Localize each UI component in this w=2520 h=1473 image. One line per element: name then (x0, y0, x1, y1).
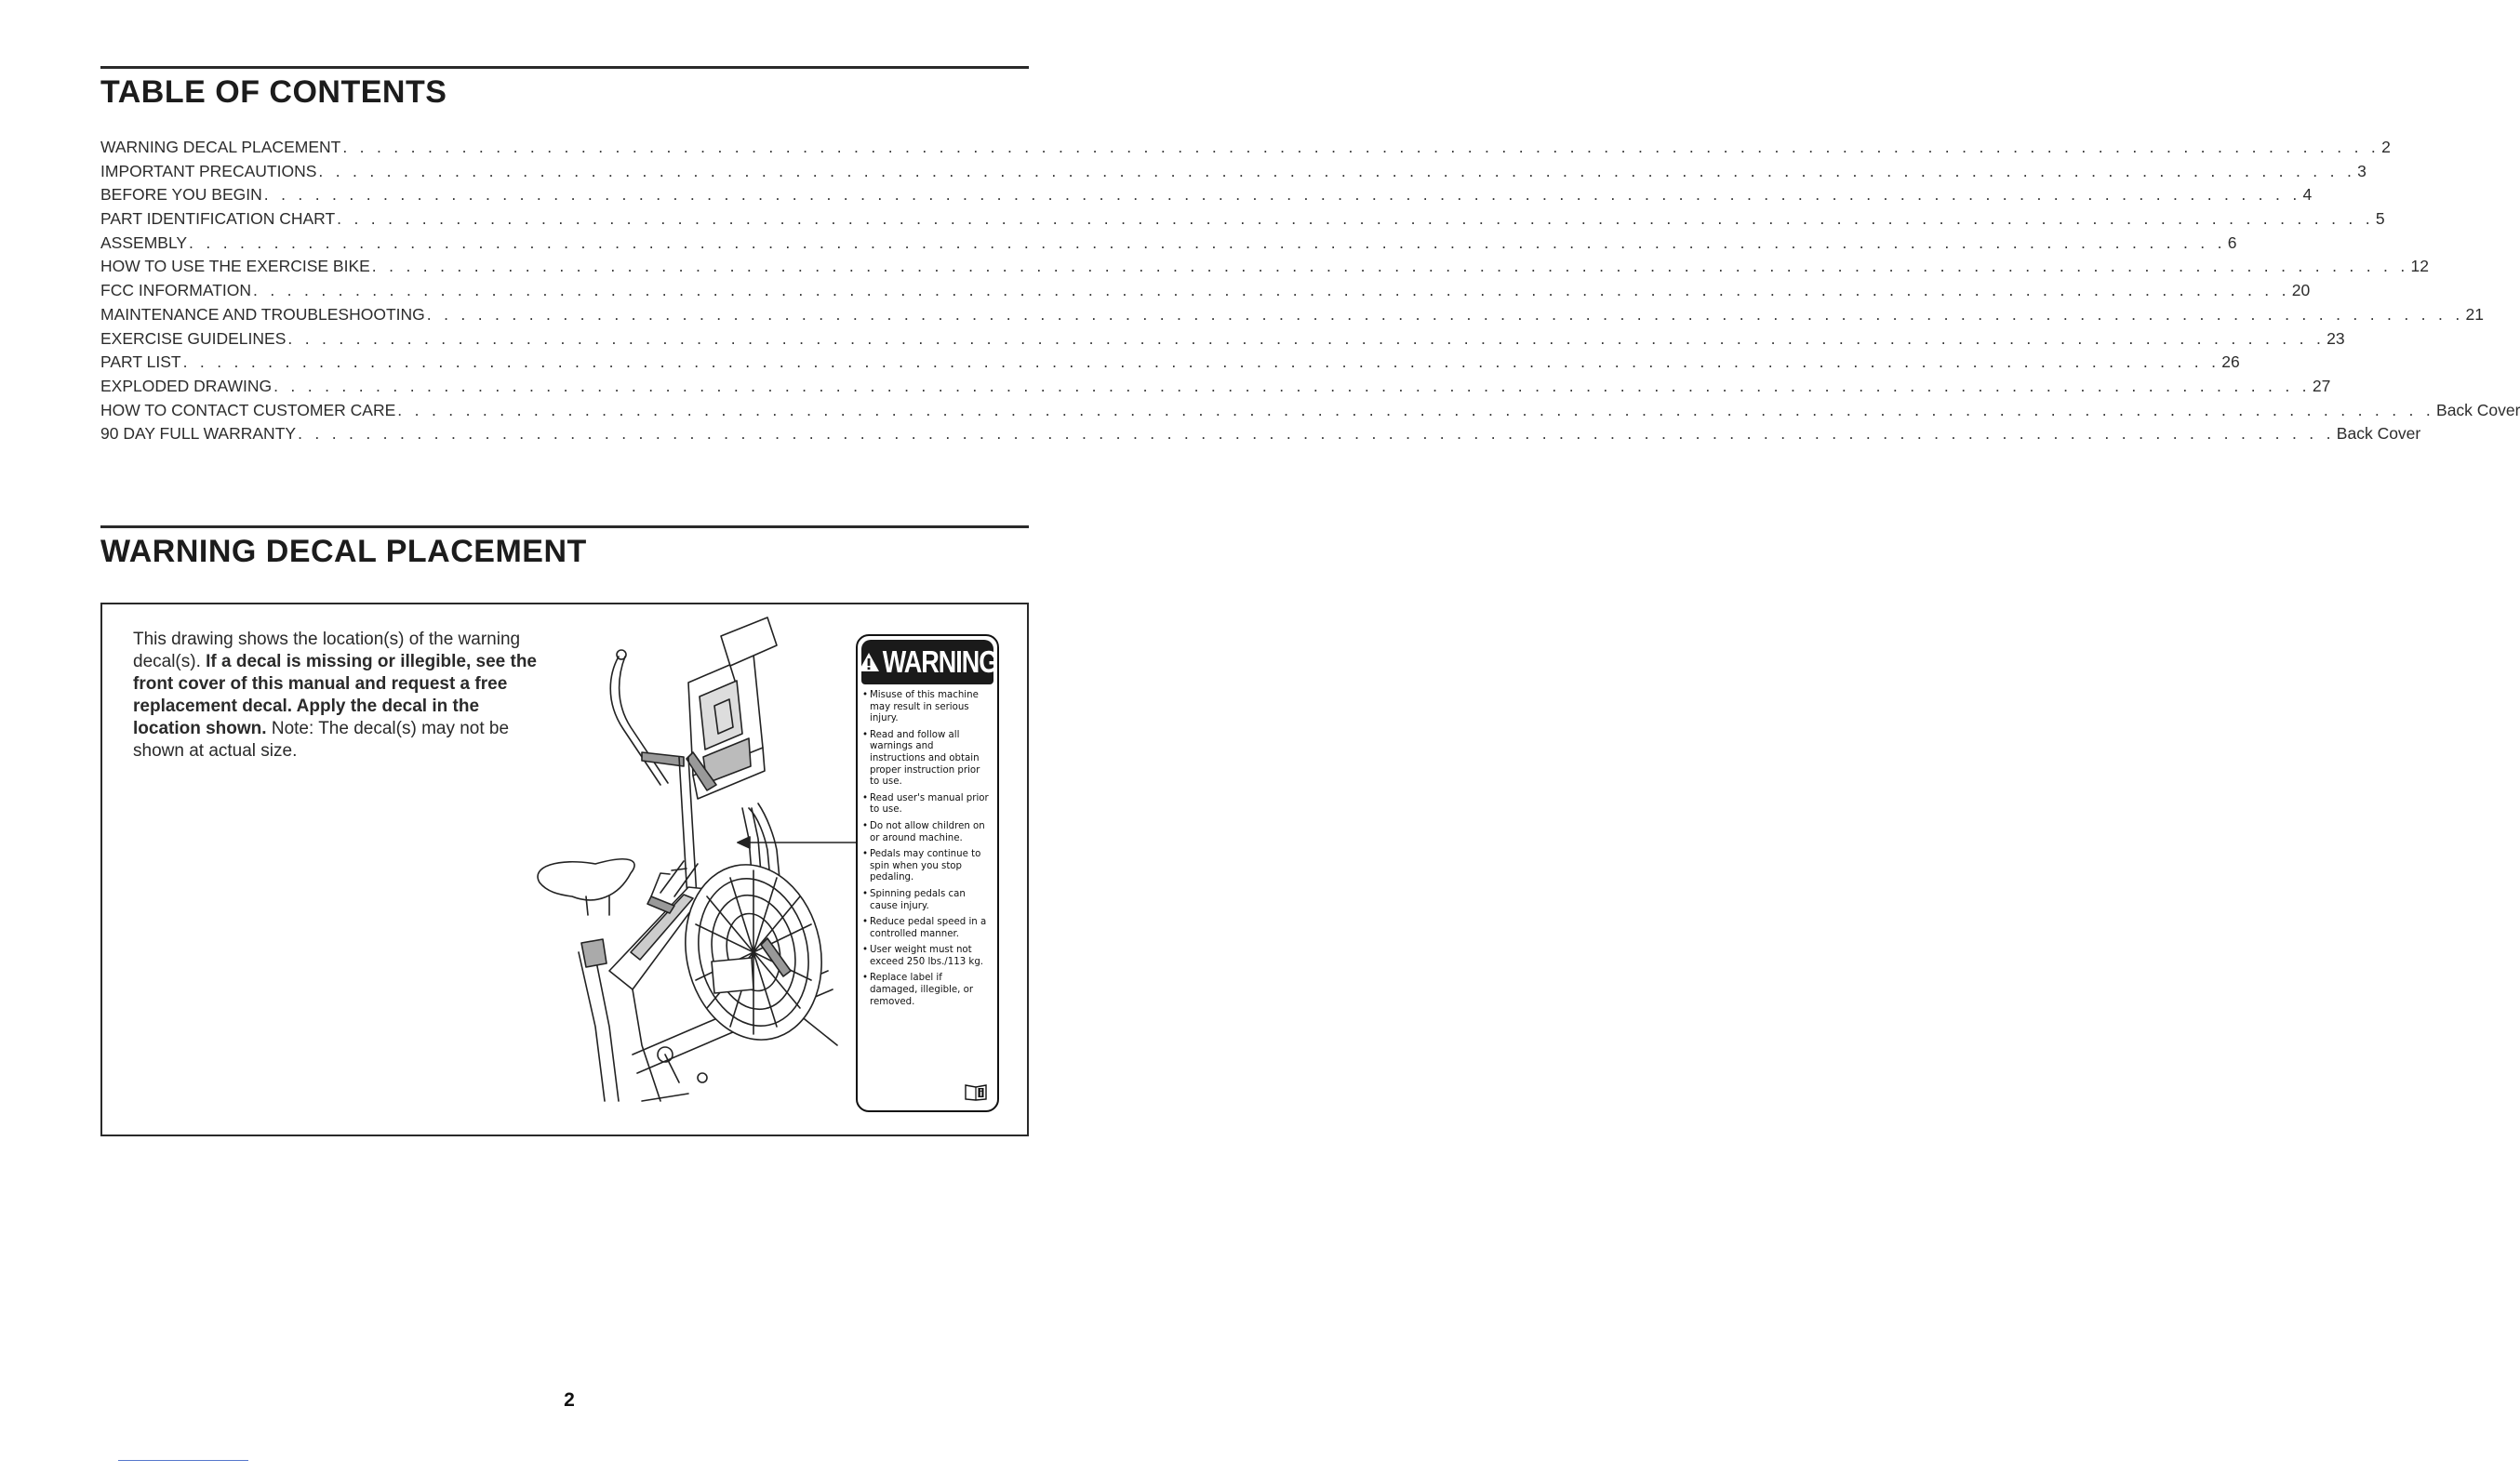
toc-entry-page: 3 (2357, 161, 2367, 180)
toc-entry-page: 12 (2410, 257, 2429, 276)
warning-item: • Do not allow children on or around machine. (865, 821, 992, 844)
warning-item: • Misuse of this machine may result in serious injury. (865, 690, 992, 725)
toc-dot-leader: . . . . . . . . . . . . . . . . . . . . . . . . . . . . . . . . . . . . . . . . . . . . . . . . . . . . . . . . . . . . . . . . . . . . . . . . . . . . . . . . . . . . . . . . . . . . . . . . . . . . . . . . . . . . . . . . . . . . . . . . (253, 281, 2290, 300)
warning-item: • User weight must not exceed 250 lbs./113 kg. (865, 945, 992, 968)
toc-entry-label: 90 DAY FULL WARRANTY (100, 424, 297, 444)
toc-entry-page: 20 (2291, 281, 2311, 300)
toc-entry (100, 424, 2421, 448)
toc-dot-leader: . . . . . . . . . . . . . . . . . . . . . . . . . . . . . . . . . . . . . . . . . . . . . . . . . . . . . . . . . . . . . . . . . . . . . . . . . . . . . . . . . . . . . . . . . . . . . . . . . . . . . . . . . . . . . . . . . . . . . . . . (337, 209, 2374, 229)
toc-entry (100, 138, 2391, 162)
toc-dot-leader: . . . . . . . . . . . . . . . . . . . . . . . . . . . . . . . . . . . . . . . . . . . . . . . . . . . . . . . . . . . . . . . . . . . . . . . . . . . . . . . . . . . . . . . . . . . . . . . . . . . . . . . . . . . . . . . . . . . . . . . . (426, 304, 2464, 324)
toc-entry-label: HOW TO CONTACT CUSTOMER CARE (100, 400, 396, 419)
toc-entry-label: IMPORTANT PRECAUTIONS (100, 161, 317, 180)
toc-title: TABLE OF CONTENTS (100, 74, 447, 110)
toc-entry-page: 27 (2312, 376, 2331, 395)
toc-dot-leader: . . . . . . . . . . . . . . . . . . . . . . . . . . . . . . . . . . . . . . . . . . . . . . . . . . . . . . . . . . . . . . . . . . . . . . . . . . . . . . . . . . . . . . . . . . . . . . . . . . . . . . . . . . . . . . . . . . . . . . . . (263, 185, 2301, 205)
fan-wheel-illustration (670, 852, 837, 1053)
toc-entry-page: 21 (2465, 304, 2484, 324)
toc-dot-leader: . . . . . . . . . . . . . . . . . . . . . . . . . . . . . . . . . . . . . . . . . . . . . . . . . . . . . . . . . . . . . . . . . . . . . . . . . . . . . . . . . . . . . . . . . . . . . . . . . . . . . . . . . . . . . . . . . . . . . . . . (342, 138, 2380, 156)
toc-entry-label: HOW TO USE THE EXERCISE BIKE (100, 257, 370, 276)
toc-entry (100, 257, 2429, 281)
toc-entry-label: ASSEMBLY (100, 232, 188, 252)
toc-entry (100, 352, 2240, 377)
toc-entry-page: 2 (2381, 138, 2391, 156)
toc-entry-page: Back Cover (2336, 424, 2421, 444)
toc-entry-label: PART IDENTIFICATION CHART (100, 209, 336, 229)
warning-decal-title: WARNING (882, 644, 998, 680)
warning-decal (856, 634, 999, 1112)
intro-lead: This drawing shows the location(s) of the warning decal(s). (133, 630, 521, 671)
toc-dot-leader: . . . . . . . . . . . . . . . . . . . . . . . . . . . . . . . . . . . . . . . . . . . . . . . . . . . . . . . . . . . . . . . . . . . . . . . . . . . . . . . . . . . . . . . . . . . . . . . . . . . . . . . . . . . . . . . . . . . . . . . . (273, 376, 2311, 395)
toc-entry (100, 376, 2331, 401)
toc-entry (100, 328, 2345, 353)
toc-entry (100, 400, 2520, 425)
warning-item: • Reduce pedal speed in a controlled manner. (865, 917, 992, 940)
toc-entry-label: BEFORE YOU BEGIN (100, 185, 262, 205)
toc-entry (100, 281, 2311, 305)
toc-entry-page: 6 (2227, 232, 2237, 252)
warning-item: • Read and follow all warnings and instructions and obtain proper instruction prior to use. (865, 730, 992, 789)
page-number: 2 (564, 1389, 575, 1411)
toc-dot-leader: . . . . . . . . . . . . . . . . . . . . . . . . . . . . . . . . . . . . . . . . . . . . . . . . . . . . . . . . . . . . . . . . . . . . . . . . . . . . . . . . . . . . . . . . . . . . . . . . . . . . . . . . . . . . . . . . . . . . . . . . (189, 232, 2226, 252)
toc-entry-page: 4 (2302, 185, 2313, 205)
warning-section-title: WARNING DECAL PLACEMENT (100, 534, 587, 569)
warning-decal-items (858, 688, 997, 1008)
warning-item: • Pedals may continue to spin when you stop pedaling. (865, 849, 992, 884)
toc-entry-label: FCC INFORMATION (100, 281, 252, 300)
decal-intro-text (133, 629, 552, 763)
toc-entry (100, 185, 2313, 209)
toc-entry (100, 161, 2367, 186)
toc-entry-page: 5 (2375, 209, 2385, 229)
toc-entry-label: EXPLODED DRAWING (100, 376, 273, 395)
warning-item: • Replace label if damaged, illegible, or removed. (865, 973, 992, 1008)
toc-entry (100, 232, 2237, 258)
toc-entry-page: Back Cover (2436, 400, 2520, 419)
manual-info-icon (964, 1082, 988, 1101)
toc-entry-page: 26 (2221, 352, 2240, 372)
intro-bold: If a decal is missing or illegible, see the front cover of this manual and request a free replacement decal. Apply the decal in the location shown. (133, 652, 537, 738)
decal-location-arrow (738, 837, 860, 848)
toc-dot-leader: . . . . . . . . . . . . . . . . . . . . . . . . . . . . . . . . . . . . . . . . . . . . . . . . . . . . . . . . . . . . . . . . . . . . . . . . . . . . . . . . . . . . . . . . . . . . . . . . . . . . . . . . . . . . . . . . . . . . . . . . (182, 352, 2220, 372)
toc-dot-leader: . . . . . . . . . . . . . . . . . . . . . . . . . . . . . . . . . . . . . . . . . . . . . . . . . . . . . . . . . . . . . . . . . . . . . . . . . . . . . . . . . . . . . . . . . . . . . . . . . . . . . . . . . . . . . . . . . . . . . . . . (287, 328, 2326, 348)
toc-entry (100, 209, 2385, 233)
warning-triangle-icon (858, 652, 880, 672)
toc-entry-label: WARNING DECAL PLACEMENT (100, 138, 341, 156)
toc-list (100, 138, 2520, 448)
intro-tail: Note: The decal(s) may not be shown at actual size. (133, 719, 510, 761)
toc-entry-label: EXERCISE GUIDELINES (100, 328, 287, 348)
toc-entry-label: MAINTENANCE AND TROUBLESHOOTING (100, 304, 425, 324)
warning-decal-header (861, 640, 998, 684)
toc-dot-leader: . . . . . . . . . . . . . . . . . . . . . . . . . . . . . . . . . . . . . . . . . . . . . . . . . . . . . . . . . . . . . . . . . . . . . . . . . . . . . . . . . . . . . . . . . . . . . . . . . . . . . . . . . . . . . . . . . . . . . . . . (371, 257, 2409, 276)
footer-link-line (118, 1460, 248, 1461)
toc-entry-page: 23 (2327, 328, 2345, 348)
toc-top-rule (100, 66, 1029, 69)
warning-item: • Read user's manual prior to use. (865, 793, 992, 816)
warning-section-rule (100, 525, 1029, 528)
exercise-bike-drawing (521, 617, 867, 1112)
warning-item: • Spinning pedals can cause injury. (865, 889, 992, 912)
toc-entry-label: PART LIST (100, 352, 181, 372)
toc-dot-leader: . . . . . . . . . . . . . . . . . . . . . . . . . . . . . . . . . . . . . . . . . . . . . . . . . . . . . . . . . . . . . . . . . . . . . . . . . . . . . . . . . . . . . . . . . . . . . . . . . . . . . . . . . . . . . . . . . . . . . . . . (318, 161, 2356, 180)
toc-dot-leader: . . . . . . . . . . . . . . . . . . . . . . . . . . . . . . . . . . . . . . . . . . . . . . . . . . . . . . . . . . . . . . . . . . . . . . . . . . . . . . . . . . . . . . . . . . . . . . . . . . . . . . . . . . . . . . . . . . . . . . . . (298, 424, 2335, 444)
toc-entry (100, 304, 2484, 329)
toc-dot-leader: . . . . . . . . . . . . . . . . . . . . . . . . . . . . . . . . . . . . . . . . . . . . . . . . . . . . . . . . . . . . . . . . . . . . . . . . . . . . . . . . . . . . . . . . . . . . . . . . . . . . . . . . . . . . . . . . . . . . . . . . (397, 400, 2435, 419)
